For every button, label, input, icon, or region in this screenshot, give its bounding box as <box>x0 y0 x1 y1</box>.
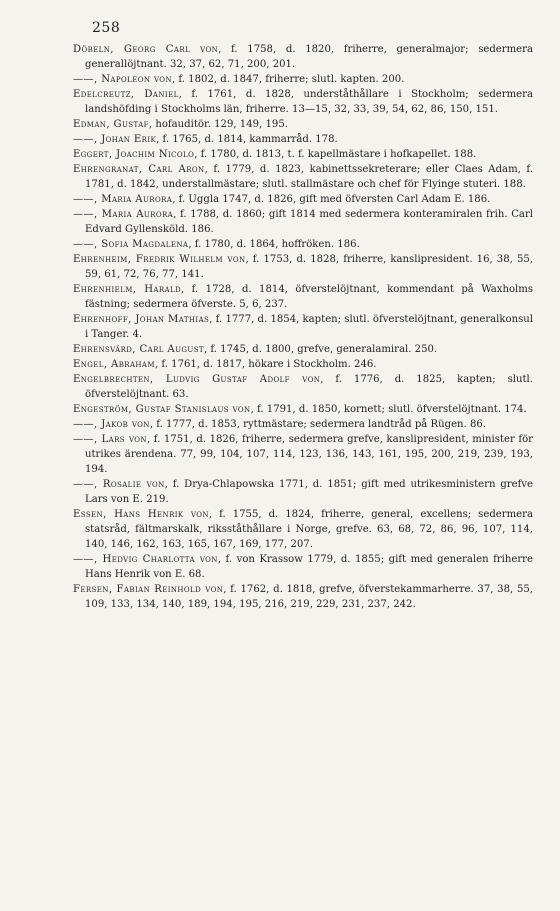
entry-text: , f. 1755, d. 1824, friherre, general, excellens; sedermera statsråd, fältmarskalk, riksståthållare i Norge, grefve. 63, 68, 72, 86, 96, 107, 114, 140, 146, 162, 163, 165, 167, 169, 177, 207. <box>85 509 533 550</box>
entry-text: , f. Uggla 1747, d. 1826, gift med öfversten Carl Adam E. 186. <box>172 194 491 205</box>
entry-name: ——, Maria Aurora <box>73 209 174 220</box>
entry-name: Fersen, Fabian Reinhold von <box>73 584 224 595</box>
index-entry <box>73 162 533 192</box>
entry-text: , f. 1780, d. 1813, t. f. kapellmästare i hofkapellet. 188. <box>194 149 477 160</box>
entry-name: ——, Sofia Magdalena <box>73 239 189 250</box>
entry-text: , f. 1780, d. 1864, hoffröken. 186. <box>188 239 360 250</box>
index-entry <box>73 372 533 402</box>
index-entry <box>73 192 533 207</box>
index-entry <box>73 357 533 372</box>
entry-text: , f. 1788, d. 1860; gift 1814 med sedermera konteramiralen frih. Carl Edvard Gyllensköld. 186. <box>85 209 533 235</box>
entry-name: ——, Maria Aurora <box>73 194 173 205</box>
entry-name: Ehrengranat, Carl Aron <box>73 164 205 175</box>
index-entry <box>73 42 533 72</box>
entry-text: , f. Dryа-Chlapowska 1771, d. 1851; gift med utrikesministern grefve Lars von E. 219. <box>85 479 533 505</box>
entry-text: , f. 1753, d. 1828, friherre, kanslipresident. 16, 38, 55, 59, 61, 72, 76, 77, 141. <box>85 254 533 280</box>
index-entry <box>73 87 533 117</box>
index-entry <box>73 117 533 132</box>
index-entry <box>73 132 533 147</box>
index-entry <box>73 417 533 432</box>
entry-name: ——, Hedvig Charlotta von <box>73 554 218 565</box>
entry-text: , hofauditör. 129, 149, 195. <box>148 119 288 130</box>
entry-name: Engelbrechten, Ludvig Gustaf Adolf von <box>73 374 321 385</box>
entry-text: , f. 1802, d. 1847, friherre; slutl. kapten. 200. <box>171 74 405 85</box>
index-entry <box>73 552 533 582</box>
entry-name: Döbeln, Georg Carl von <box>73 44 219 55</box>
entry-text: , f. 1765, d. 1814, kammarråd. 178. <box>156 134 338 145</box>
index-entry <box>73 312 533 342</box>
entry-name: Ehrensvärd, Carl August <box>73 344 204 355</box>
entry-name: ——, Lars von <box>73 434 147 445</box>
entry-name: Engel, Abraham <box>73 359 155 370</box>
entry-name: Edelcreutz, Daniel <box>73 89 179 100</box>
index-entry <box>73 507 533 552</box>
entry-text: , f. 1761, d. 1817, hökare i Stockholm. 246. <box>154 359 377 370</box>
entry-name: Eggert, Joachim Nicolo <box>73 149 195 160</box>
entry-text: , f. 1777, d. 1853, ryttmästare; sedermera landtråd på Rügen. 86. <box>149 419 487 430</box>
entry-text: , f. 1758, d. 1820, friherre, generalmajor; sedermera generallöjtnant. 32, 37, 62, 71, 200, 201. <box>85 44 533 70</box>
index-entry <box>73 342 533 357</box>
entry-name: ——, Jakob von <box>73 419 150 430</box>
entry-name: Ehrenhoff, Johan Mathias <box>73 314 210 325</box>
index-entries <box>73 42 533 612</box>
entry-name: Ehrenheim, Fredrik Wilhelm von <box>73 254 246 265</box>
entry-text: , f. 1777, d. 1854, kapten; slutl. öfverstelöjtnant, generalkonsul i Tanger. 4. <box>85 314 533 340</box>
entry-text: , f. 1776, d. 1825, kapten; slutl. öfverstelöjtnant. 63. <box>85 374 533 400</box>
entry-text: , f. von Krassow 1779, d. 1855; gift med generalen friherre Hans Henrik von E. 68. <box>85 554 533 580</box>
index-entry <box>73 402 533 417</box>
index-entry <box>73 207 533 237</box>
index-entry <box>73 237 533 252</box>
index-entry <box>73 72 533 87</box>
entry-name: Essen, Hans Henrik von <box>73 509 209 520</box>
entry-name: ——, Johan Erik <box>73 134 157 145</box>
index-entry <box>73 252 533 282</box>
index-entry <box>73 477 533 507</box>
index-entry <box>73 432 533 477</box>
entry-text: , f. 1728, d. 1814, öfverstelöjtnant, kommendant på Waxholms fästning; sedermera öfverste. 5, 6, 237. <box>85 284 533 310</box>
entry-text: , f. 1745, d. 1800, grefve, generalamiral. 250. <box>203 344 438 355</box>
entry-name: Ehrenhielm, Harald <box>73 284 182 295</box>
page-number: 258 <box>92 20 121 36</box>
index-entry <box>73 282 533 312</box>
index-entry <box>73 147 533 162</box>
entry-text: , f. 1791, d. 1850, kornett; slutl. öfverstelöjtnant. 174. <box>250 404 527 415</box>
entry-name: Engeström, Gustaf Stanislaus von <box>73 404 251 415</box>
entry-text: , f. 1762, d. 1818, grefve, öfverstekammarherre. 37, 38, 55, 109, 133, 134, 140, 189, 194, 195, 216, 219, 229, 231, 237, 242. <box>85 584 533 610</box>
index-entry <box>73 582 533 612</box>
entry-name: ——, Rosalie von <box>73 479 165 490</box>
entry-name: Edman, Gustaf <box>73 119 149 130</box>
entry-text: , f. 1761, d. 1828, underståthållare i Stockholm; sedermera landshöfding i Stockholms län, friherre. 13—15, 32, 33, 39, 54, 62, 86, 150, 151. <box>85 89 533 115</box>
entry-text: , f. 1779, d. 1823, kabinettssekreterare; eller Claes Adam, f. 1781, d. 1842, understallmästare; slutl. stallmästare och chef för Flyinge stuteri. 188. <box>85 164 533 190</box>
entry-text: , f. 1751, d. 1826, friherre, sedermera grefve, kanslipresident, minister för utrikes ärendena. 77, 99, 104, 107, 114, 123, 136, 143, 161, 195, 200, 219, 239, 193, 194. <box>85 434 533 475</box>
entry-name: ——, Napoleon von <box>73 74 172 85</box>
